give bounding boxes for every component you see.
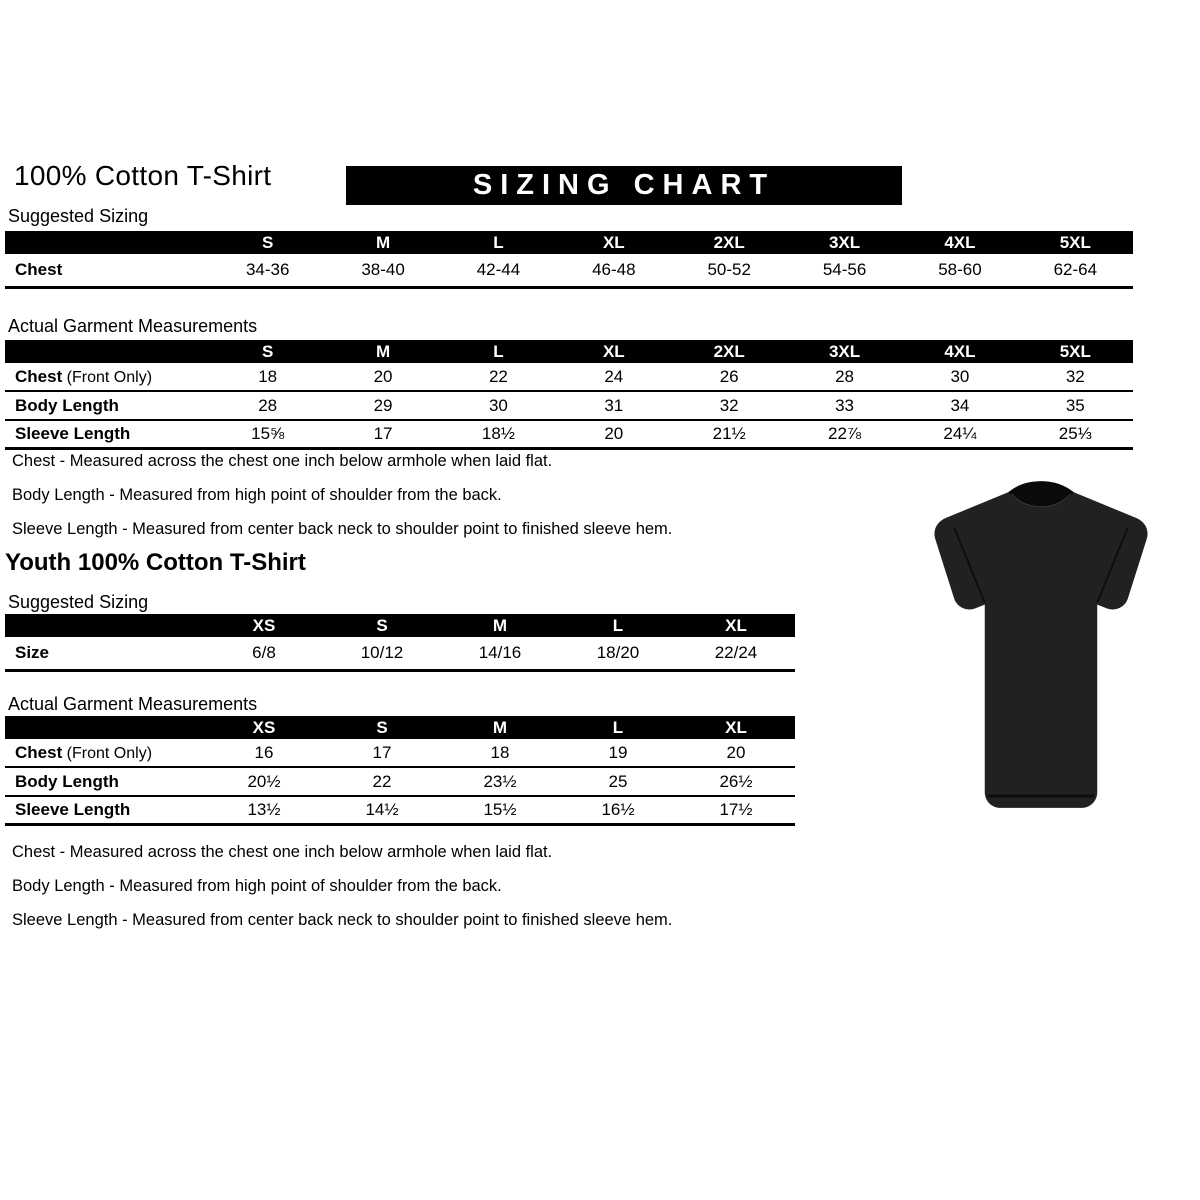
youth-actual-measurements-table — [5, 716, 795, 826]
column-header-s: S — [262, 232, 274, 252]
table-row — [5, 797, 795, 826]
value-cell: 22 — [372, 771, 392, 791]
note-line: Chest - Measured across the chest one inch below armhole when laid flat. — [12, 452, 553, 470]
note-line: Body Length - Measured from high point of shoulder from the back. — [12, 877, 502, 895]
adult-suggested-sizing-table — [5, 231, 1133, 289]
note-line: Sleeve Length - Measured from center back neck to shoulder point to finished sleeve hem. — [12, 520, 673, 538]
column-header-3xl: 3XL — [828, 341, 861, 361]
value-cell: 58-60 — [938, 260, 982, 279]
table-row — [5, 637, 795, 672]
tshirt-body — [934, 481, 1147, 808]
value-cell: 14/16 — [478, 643, 522, 662]
value-cell: 42-44 — [476, 260, 521, 279]
value-cell: 17 — [373, 424, 393, 443]
value-cell: 50-52 — [707, 260, 751, 279]
value-cell: 19 — [608, 742, 628, 762]
value-cell: 17 — [372, 742, 392, 762]
table-row — [5, 254, 1133, 289]
column-header-s: S — [376, 615, 388, 635]
row-label: Chest — [15, 260, 63, 279]
value-cell: 20 — [726, 742, 746, 762]
value-cell: 25 — [608, 771, 628, 791]
value-cell: 32 — [719, 395, 739, 415]
table-header-row — [5, 716, 795, 739]
column-header-s: S — [262, 341, 274, 361]
column-header-xs: XS — [252, 615, 276, 635]
value-cell: 54-56 — [822, 260, 867, 279]
value-cell: 15½ — [483, 800, 517, 819]
adult-actual-measurements-table — [5, 340, 1133, 450]
value-cell: 31 — [604, 395, 624, 415]
youth-section-title: Youth 100% Cotton T-Shirt — [5, 549, 306, 576]
adult-actual-measurements-label: Actual Garment Measurements — [8, 316, 258, 336]
column-header-s: S — [376, 717, 388, 737]
value-cell: 34 — [950, 395, 970, 415]
column-header-4xl: 4XL — [944, 232, 976, 252]
value-cell: 21½ — [712, 424, 746, 443]
column-header-l: L — [612, 717, 624, 737]
row-label: Size — [15, 643, 50, 662]
value-cell: 16½ — [601, 800, 635, 819]
value-cell: 35 — [1065, 395, 1085, 415]
value-cell: 30 — [950, 366, 970, 386]
value-cell: 18 — [490, 742, 510, 762]
column-header-l: L — [493, 232, 504, 252]
column-header-xl: XL — [725, 615, 747, 635]
row-label: Body Length — [15, 395, 119, 415]
column-header-2xl: 2XL — [713, 232, 745, 252]
value-cell: 24 — [604, 366, 624, 386]
column-header-l: L — [612, 615, 624, 635]
table-row — [5, 363, 1133, 392]
note-line: Sleeve Length - Measured from center back neck to shoulder point to finished sleeve hem. — [12, 911, 673, 929]
value-cell: 23½ — [483, 771, 517, 791]
table-row — [5, 392, 1133, 421]
column-header-m: M — [492, 717, 508, 737]
column-header-3xl: 3XL — [828, 232, 861, 252]
value-cell: 24¼ — [943, 424, 977, 443]
value-cell: 20½ — [247, 771, 281, 791]
value-cell: 18/20 — [596, 643, 640, 662]
column-header-5xl: 5XL — [1059, 341, 1091, 361]
row-label: Chest (Front Only) — [15, 366, 153, 386]
value-cell: 29 — [373, 395, 393, 415]
column-header-2xl: 2XL — [713, 341, 745, 361]
value-cell: 22/24 — [714, 643, 758, 662]
value-cell: 16 — [254, 742, 274, 762]
value-cell: 26 — [719, 366, 739, 386]
value-cell: 13½ — [247, 800, 281, 819]
value-cell: 30 — [488, 395, 508, 415]
table-header-row — [5, 614, 795, 637]
row-label: Sleeve Length — [15, 800, 131, 819]
table-header-row — [5, 340, 1133, 363]
row-label: Chest (Front Only) — [15, 742, 153, 762]
sizing-chart-banner: SIZING CHART — [346, 166, 902, 205]
value-cell: 20 — [604, 424, 624, 443]
value-cell: 28 — [258, 395, 278, 415]
youth-suggested-sizing-label: Suggested Sizing — [8, 592, 149, 612]
value-cell: 38-40 — [361, 260, 405, 279]
row-label: Body Length — [15, 771, 119, 791]
value-cell: 15⅝ — [251, 424, 285, 443]
column-header-m: M — [375, 341, 391, 361]
tshirt-graphic — [893, 476, 1189, 822]
table-row — [5, 421, 1133, 450]
youth-suggested-sizing-table — [5, 614, 795, 672]
value-cell: 10/12 — [360, 643, 404, 662]
column-header-m: M — [375, 232, 391, 252]
value-cell: 22⅞ — [828, 424, 862, 443]
value-cell: 26½ — [719, 771, 753, 791]
table-row — [5, 739, 795, 768]
column-header-l: L — [493, 341, 504, 361]
value-cell: 32 — [1065, 366, 1085, 386]
column-header-xs: XS — [252, 717, 276, 737]
youth-measurement-notes — [12, 843, 672, 945]
value-cell: 46-48 — [592, 260, 636, 279]
row-label: Sleeve Length — [15, 424, 131, 443]
column-header-xl: XL — [725, 717, 747, 737]
value-cell: 18 — [258, 366, 278, 386]
note-line: Chest - Measured across the chest one inch below armhole when laid flat. — [12, 843, 553, 861]
value-cell: 14½ — [365, 800, 399, 819]
column-header-4xl: 4XL — [944, 341, 976, 361]
value-cell: 20 — [373, 366, 393, 386]
value-cell: 33 — [835, 395, 855, 415]
value-cell: 18½ — [481, 424, 515, 443]
adult-measurement-notes — [12, 452, 672, 554]
value-cell: 22 — [488, 366, 508, 386]
column-header-xl: XL — [602, 232, 625, 252]
adult-suggested-sizing-label: Suggested Sizing — [8, 206, 149, 226]
value-cell: 62-64 — [1053, 260, 1098, 279]
column-header-m: M — [492, 615, 508, 635]
table-header-row — [5, 231, 1133, 254]
value-cell: 17½ — [719, 800, 753, 819]
note-line: Body Length - Measured from high point of shoulder from the back. — [12, 486, 502, 504]
value-cell: 34-36 — [245, 260, 290, 279]
column-header-xl: XL — [602, 341, 625, 361]
value-cell: 25⅓ — [1058, 424, 1092, 443]
tshirt-image — [893, 476, 1189, 822]
page-title: 100% Cotton T-Shirt — [14, 160, 272, 191]
value-cell: 6/8 — [252, 643, 276, 662]
column-header-5xl: 5XL — [1059, 232, 1091, 252]
table-row — [5, 768, 795, 797]
youth-actual-measurements-label: Actual Garment Measurements — [8, 694, 258, 714]
value-cell: 28 — [835, 366, 855, 386]
